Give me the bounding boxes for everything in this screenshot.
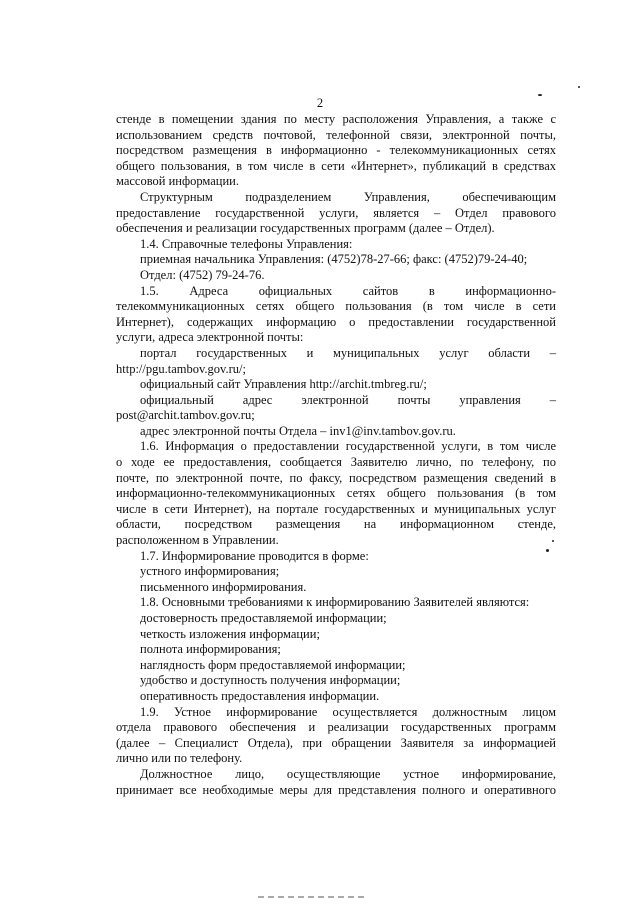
text-line: 1.4. Справочные телефоны Управления: bbox=[140, 236, 353, 251]
text-line: посредством размещения в информационно - телекоммуникационных сетях bbox=[116, 143, 556, 158]
text-line: официальный адрес электронной почты управления – bbox=[140, 392, 556, 407]
text-line: Должностное лицо, осуществляющие устное информирование, bbox=[140, 766, 556, 781]
text-line: расположенном в Управлении. bbox=[116, 533, 279, 548]
text-line: официальный сайт Управления http://archit.tmbreg.ru/; bbox=[140, 377, 427, 392]
scan-speck bbox=[552, 540, 554, 542]
page-number: 2 bbox=[316, 96, 324, 110]
text-line: http://pgu.tambov.gov.ru/; bbox=[116, 361, 246, 376]
text-line: полнота информирования; bbox=[140, 642, 281, 657]
text-line: массовой информации. bbox=[116, 174, 239, 189]
text-line: адрес электронной почты Отдела – inv1@inv.tambov.gov.ru. bbox=[140, 423, 456, 438]
text-line: лично или по телефону. bbox=[116, 751, 243, 766]
text-line: 1.5. Адреса официальных сайтов в информационно- bbox=[140, 283, 556, 298]
text-line: стенде в помещении здания по месту расположения Управления, а также с bbox=[116, 112, 556, 126]
text-line: принимает все необходимые меры для представления полного и оперативного bbox=[116, 782, 556, 797]
text-line: письменного информирования. bbox=[140, 579, 307, 594]
text-line: телекоммуникационных сетях общего пользования (в том числе в сети bbox=[116, 299, 556, 314]
text-line: четкость изложения информации; bbox=[140, 626, 320, 641]
text-line: использованием средств почтовой, телефонной связи, электронной почты, bbox=[116, 127, 556, 142]
text-line: 1.9. Устное информирование осуществляется должностным лицом bbox=[140, 704, 556, 719]
text-line: post@archit.tambov.gov.ru; bbox=[116, 408, 255, 423]
text-line: обеспечения и реализации государственных программ (далее – Отдел). bbox=[116, 221, 495, 236]
text-line: общего пользования, в том числе в сети «Интернет», публикаций в средствах bbox=[116, 158, 556, 173]
text-line: услуги, адреса электронной почты: bbox=[116, 330, 304, 345]
text-line: о ходе ее предоставления, сообщается Заявителю лично, по телефону, по bbox=[116, 455, 556, 470]
text-line: (далее – Специалист Отдела), при обращении Заявителя за информацией bbox=[116, 735, 556, 750]
text-line: 1.7. Информирование проводится в форме: bbox=[140, 548, 369, 563]
text-line: удобство и доступность получения информации; bbox=[140, 673, 401, 688]
text-line: числе в сети Интернет), на портале государственных и муниципальных услуг bbox=[116, 501, 556, 516]
text-line: Отдел: (4752) 79-24-76. bbox=[140, 267, 265, 282]
text-line: области, посредством размещения на информационном стенде, bbox=[116, 517, 556, 532]
text-line: приемная начальника Управления: (4752)78-27-66; факс: (4752)79-24-40; bbox=[140, 252, 528, 267]
scan-speck bbox=[546, 549, 549, 552]
scan-speck bbox=[538, 94, 542, 96]
text-line: достоверность предоставляемой информации; bbox=[140, 611, 387, 625]
document-body bbox=[116, 112, 556, 798]
text-line: 1.6. Информация о предоставлении государственной услуги, в том числе bbox=[140, 439, 556, 454]
text-line: Интернет), содержащих информацию о предоставлении государственной bbox=[116, 314, 556, 329]
text-line: 1.8. Основными требованиями к информированию Заявителей являются: bbox=[140, 595, 530, 610]
text-line: наглядность форм предоставляемой информации; bbox=[140, 657, 406, 672]
text-line: информационно-телекоммуникационных сетях общего пользования (в том bbox=[116, 486, 556, 501]
text-line: устного информирования; bbox=[140, 564, 280, 579]
text-line: Структурным подразделением Управления, обеспечивающим bbox=[140, 189, 556, 204]
scan-artifact bbox=[258, 896, 368, 898]
text-line: портал государственных и муниципальных услуг области – bbox=[140, 345, 556, 360]
text-line: отдела правового обеспечения и реализации государственных программ bbox=[116, 720, 556, 735]
text-line: предоставление государственной услуги, является – Отдел правового bbox=[116, 205, 556, 220]
text-line: оперативность предоставления информации. bbox=[140, 688, 380, 703]
text-line: почте, по электронной почте, по факсу, посредством размещения сведений в bbox=[116, 470, 556, 485]
scan-speck bbox=[578, 86, 580, 88]
